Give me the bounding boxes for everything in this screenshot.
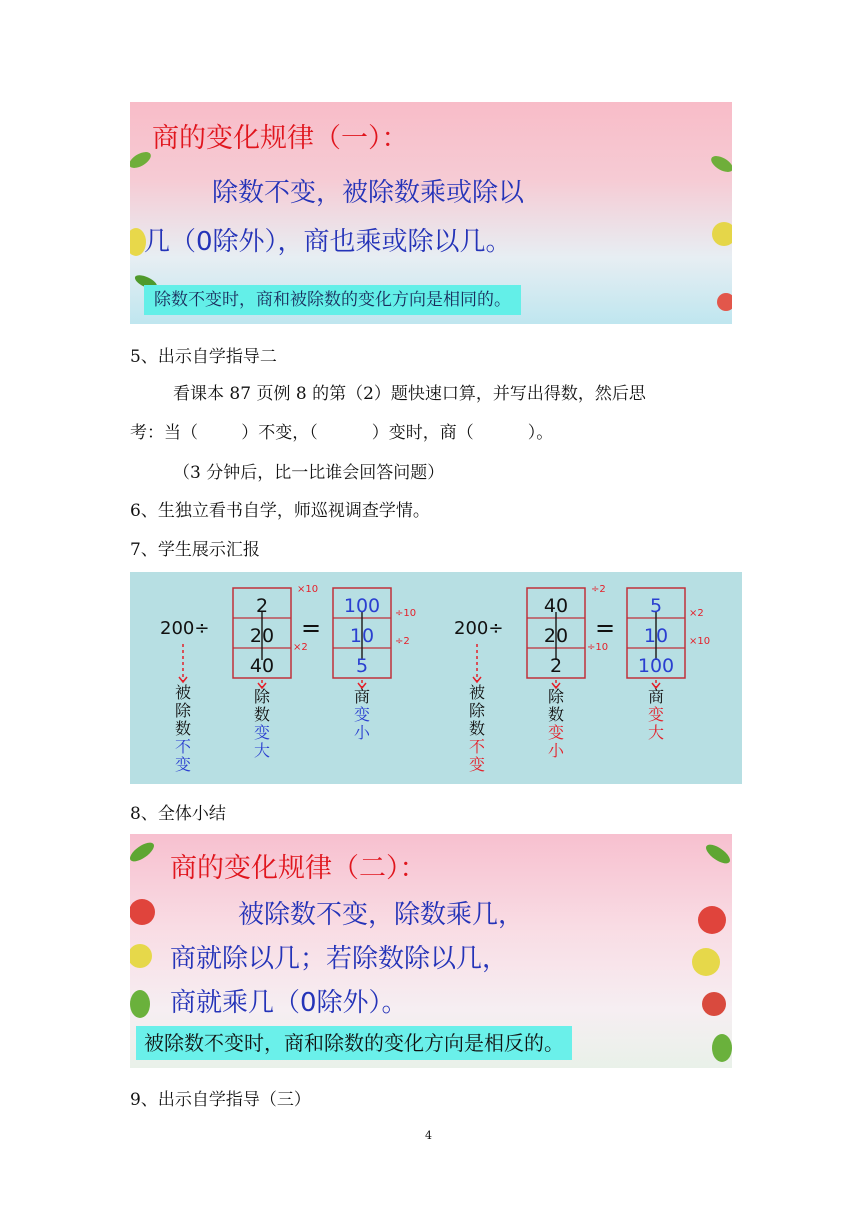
dividend-note: 变	[174, 755, 192, 774]
step-9-heading: 9、出示自学指导（三）	[130, 1090, 311, 1110]
divisor-note: 变	[253, 723, 271, 742]
rule-one-line-1: 除数不变，被除数乘或除以	[212, 178, 525, 208]
rule-two-title: 商的变化规律（二）：	[170, 853, 427, 884]
dividend-note: 不	[468, 737, 486, 756]
divisor-column-value: 2	[549, 655, 563, 677]
divisor-column-value: 2	[255, 595, 269, 617]
quotient-label: 商	[647, 687, 665, 706]
dividend-label: 被	[468, 683, 486, 702]
quotient-column-value: 100	[343, 595, 381, 617]
dividend-text: 200÷	[160, 618, 210, 639]
quotient-label: 商	[353, 687, 371, 706]
dividend-label: 数	[174, 719, 192, 738]
divisor-column-value: 40	[249, 655, 275, 677]
step-6-heading: 6、生独立看书自学，师巡视调查学情。	[130, 501, 430, 521]
quotient-op: ×2	[689, 608, 704, 619]
rule-two-line-1: 被除数不变，除数乘几，	[238, 900, 525, 930]
quotient-op: ÷2	[395, 636, 410, 647]
fruit-decoration-right	[698, 142, 732, 322]
step-5-text-2: 考：当（ ）不变，（ ）变时，商（ ）。	[130, 423, 554, 443]
divisor-op: ÷10	[587, 642, 609, 653]
rule-two-slide	[130, 834, 732, 1068]
quotient-column-value: 10	[643, 625, 669, 647]
page-number: 4	[425, 1129, 432, 1142]
division-diagram	[130, 572, 742, 784]
dividend-note: 不	[174, 737, 192, 756]
divisor-label: 数	[253, 705, 271, 724]
divisor-op: ×2	[293, 642, 308, 653]
fruit-decoration-left	[130, 834, 174, 1044]
rule-two-line-3: 商就乘几（0除外）。	[170, 988, 408, 1018]
quotient-op: ÷10	[395, 608, 417, 619]
divisor-op: ÷2	[591, 584, 606, 595]
divisor-note: 大	[253, 741, 271, 760]
rule-two-line-2: 商就除以几；若除数除以几，	[170, 944, 509, 974]
step-5-text-3: （3 分钟后，比一比谁会回答问题）	[173, 463, 445, 483]
dividend-label: 除	[468, 701, 486, 720]
fruit-decoration-right	[678, 834, 732, 1068]
quotient-note: 变	[353, 705, 371, 724]
divisor-note: 小	[547, 741, 565, 760]
dividend-arrowhead	[179, 677, 187, 682]
quotient-note: 小	[353, 723, 371, 742]
quotient-column-value: 5	[355, 655, 369, 677]
dividend-label: 除	[174, 701, 192, 720]
dividend-label: 被	[174, 683, 192, 702]
quotient-column-value: 5	[649, 595, 663, 617]
dividend-arrowhead	[473, 677, 481, 682]
step-5-text-1: 看课本 87 页例 8 的第（2）题快速口算，并写出得数，然后思	[173, 384, 646, 404]
dividend-note: 变	[468, 755, 486, 774]
divisor-label: 除	[547, 687, 565, 706]
rule-one-slide	[130, 102, 732, 324]
divisor-note: 变	[547, 723, 565, 742]
division-diagram-slide	[130, 572, 742, 784]
step-5-heading: 5、出示自学指导二	[130, 347, 277, 367]
step-8-heading: 8、全体小结	[130, 804, 226, 824]
divisor-column-value: 20	[249, 625, 275, 647]
divisor-op: ×10	[297, 584, 319, 595]
rule-one-line-2: 几（0除外），商也乘或除以几。	[144, 227, 512, 257]
rule-two-summary-bar: 被除数不变时，商和除数的变化方向是相反的。	[136, 1026, 572, 1060]
divisor-label: 数	[547, 705, 565, 724]
divisor-label: 除	[253, 687, 271, 706]
rule-one-title: 商的变化规律（一）：	[152, 123, 409, 154]
equals-sign: =	[594, 614, 616, 642]
equals-sign: =	[300, 614, 322, 642]
divisor-column-value: 40	[543, 595, 569, 617]
quotient-column-value: 100	[637, 655, 675, 677]
dividend-text: 200÷	[454, 618, 504, 639]
step-7-heading: 7、学生展示汇报	[130, 540, 260, 560]
quotient-note: 大	[647, 723, 665, 742]
dividend-label: 数	[468, 719, 486, 738]
divisor-column-value: 20	[543, 625, 569, 647]
quotient-note: 变	[647, 705, 665, 724]
rule-one-summary-bar: 除数不变时，商和被除数的变化方向是相同的。	[144, 285, 521, 315]
quotient-column-value: 10	[349, 625, 375, 647]
quotient-op: ×10	[689, 636, 711, 647]
